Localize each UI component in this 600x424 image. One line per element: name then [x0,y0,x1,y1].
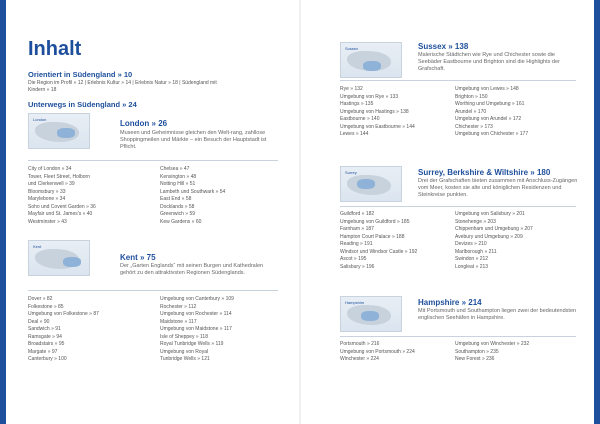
toc-entry[interactable]: Swindon » 212 [455,256,489,262]
toc-entry[interactable]: Umgebung von Winchester » 232 [455,341,530,347]
toc-entry[interactable]: Arundel » 170 [455,108,487,115]
page-title: Inhalt [28,38,82,60]
map-label: Hampshire [345,300,365,305]
toc-entry[interactable]: Mayfair und St. James's » 40 [28,211,93,217]
toc-entry[interactable]: Bloomsbury » 33 [28,188,66,195]
map-label: London [33,117,47,122]
map-label: Kent [33,244,42,249]
toc-unterwegs-heading[interactable]: Unterwegs in Südengland » 24 [28,100,137,109]
toc-entry[interactable]: Stonehenge » 203 [455,218,496,225]
map-highlight [361,311,379,321]
surrey-list-col2 [455,211,533,271]
toc-entry[interactable]: Sandwich » 91 [28,326,61,332]
toc-entry[interactable]: Tower, Fleet Street, Holborn [28,173,90,180]
toc-entry[interactable]: Umgebung von Maidstone » 117 [160,326,232,332]
region-title-surrey[interactable]: Surrey, Berkshire & Wiltshire » 180 [418,168,551,177]
toc-entry[interactable]: Umgebung von Salisbury » 201 [455,211,525,217]
region-desc-kent: Der „Garten Englands“ mit seinen Burgen und Kathedralen gehört zu den attraktivsten Regionen Südenglands. [120,263,264,276]
toc-entry[interactable]: Tunbridge Wells » 121 [160,356,210,362]
toc-entry[interactable]: Umgebung von Chichester » 177 [455,131,529,137]
london-list-col1 [28,166,96,226]
toc-entry[interactable]: Devizes » 210 [455,241,487,247]
toc-entry[interactable]: Southampton » 235 [455,348,499,355]
toc-entry[interactable]: Reading » 191 [340,241,373,247]
toc-entry[interactable]: Chichester » 173 [455,123,493,130]
toc-entry[interactable]: Umgebung von Eastbourne » 144 [340,123,415,130]
map-highlight [357,179,375,189]
toc-entry[interactable]: Broadstairs » 95 [28,341,65,347]
region-title-sussex[interactable]: Sussex » 138 [418,42,469,51]
toc-entry[interactable]: Lambeth und Southwark » 54 [160,188,226,195]
hampshire-map [340,296,402,332]
toc-entry[interactable]: Umgebung von Rochester » 114 [160,311,232,317]
toc-entry[interactable]: Umgebung von Arundel » 172 [455,116,522,122]
hampshire-list-col1 [340,341,415,364]
map-highlight [63,257,81,267]
toc-entry[interactable]: Greenwich » 59 [160,211,196,217]
toc-entry[interactable]: Kew Gardens » 60 [160,218,202,225]
toc-entry[interactable]: Windsor und Windsor Castle » 192 [340,248,418,255]
divider [340,206,576,207]
toc-entry[interactable]: New Forest » 236 [455,356,495,362]
toc-entry[interactable]: Marlborough » 211 [455,248,497,255]
toc-entry[interactable]: Farnham » 187 [340,226,374,232]
hampshire-list-col2 [455,341,529,364]
toc-entry[interactable]: Umgebung von Royal [160,348,209,355]
toc-entry[interactable]: Guildford » 182 [340,211,375,217]
toc-entry[interactable]: Notting Hill » 51 [160,181,196,187]
surrey-map [340,166,402,202]
map-label: Sussex [345,46,359,51]
divider [28,290,278,291]
toc-entry[interactable]: Rye » 132 [340,86,363,92]
divider [340,80,576,81]
map-label: Surrey [345,170,357,175]
toc-entry[interactable]: Longleat » 213 [455,263,489,270]
toc-entry[interactable]: Canterbury » 100 [28,356,67,362]
toc-entry[interactable]: Royal Tunbridge Wells » 119 [160,341,224,347]
toc-entry[interactable]: Eastbourne » 140 [340,116,380,122]
map-highlight [57,128,75,138]
toc-entry[interactable]: City of London » 34 [28,166,72,172]
region-desc-surrey: Drei der Grafschaften bieten zusammen mit Anschluss-Zugängen vom Meer, kosten sie alte und königlichen Residenzen und Steinkreise punkten. [418,178,578,198]
toc-entry[interactable]: Chelsea » 47 [160,166,190,172]
region-desc-sussex: Malerische Städtchen wie Rye und Chichester sowie die Seebäder Eastbourne und Brighton sind die Highlights der Grafschaft. [418,52,560,72]
toc-entry[interactable]: Ramsgate » 94 [28,333,62,340]
toc-entry[interactable]: Avebury und Umgebung » 209 [455,233,523,240]
kent-map [28,240,90,276]
surrey-list-col1 [340,211,417,271]
toc-entry[interactable]: Rochester » 112 [160,303,197,310]
toc-entry[interactable]: Docklands » 58 [160,203,195,210]
divider [340,336,576,337]
toc-entry[interactable]: Umgebung von Folkestone » 87 [28,311,99,317]
toc-entry[interactable]: Folkestone » 85 [28,303,64,310]
sussex-list-col2 [455,86,528,139]
right-edge-bar [594,0,600,424]
london-map [28,113,90,149]
toc-entry[interactable]: Umgebung von Portsmouth » 224 [340,348,415,355]
map-highlight [363,61,381,71]
toc-entry[interactable]: Marylebone » 34 [28,196,66,202]
toc-entry[interactable]: Hastings » 135 [340,101,374,107]
toc-entry[interactable]: Margate » 97 [28,348,58,355]
toc-entry[interactable]: Isle of Sheppey » 118 [160,333,208,340]
sussex-list-col1 [340,86,415,139]
toc-entry[interactable]: Chippenham und Umgebung » 207 [455,226,533,232]
toc-entry[interactable]: Lewes » 144 [340,131,369,137]
toc-entry[interactable]: Hampton Court Palace » 188 [340,233,405,240]
toc-entry[interactable]: Umgebung von Canterbury » 109 [160,296,234,302]
left-edge-bar [0,0,6,424]
toc-entry[interactable]: Umgebung von Guildford » 185 [340,218,410,225]
london-list-col2 [160,166,225,226]
sussex-map [340,42,402,78]
toc-entry[interactable]: Deal » 90 [28,318,50,325]
toc-entry[interactable]: East End » 58 [160,196,192,202]
toc-entry[interactable]: Umgebung von Rye » 133 [340,93,399,100]
toc-entry[interactable]: Umgebung von Lewes » 148 [455,86,519,92]
region-title-kent[interactable]: Kent » 75 [120,253,156,262]
toc-entry[interactable]: Brighton » 150 [455,93,488,100]
toc-entry[interactable]: Dover » 82 [28,296,53,302]
page-gutter [299,0,301,424]
toc-orientiert-heading[interactable]: Orientiert in Südengland » 10 [28,70,133,79]
toc-entry[interactable]: Worthing und Umgebung » 161 [455,101,525,107]
divider [28,160,278,161]
kent-list-col1 [28,296,99,364]
toc-entry[interactable]: Salisbury » 196 [340,263,375,270]
toc-entry[interactable]: Portsmouth » 216 [340,341,380,347]
toc-entry[interactable]: und Clerkenwell » 39 [28,181,75,187]
toc-entry[interactable]: Soho und Covent Garden » 36 [28,203,96,210]
toc-entry[interactable]: Westminster » 43 [28,218,67,225]
region-title-hampshire[interactable]: Hampshire » 214 [418,298,482,307]
toc-orientiert-line1: Die Region im Profil » 12 | Erlebnis Kultur » 14 | Erlebnis Natur » 18 | Südengland mit [28,80,217,86]
toc-entry[interactable]: Maidstone » 117 [160,318,197,325]
toc-entry[interactable]: Ascot » 195 [340,256,367,262]
region-desc-hampshire: Mit Portsmouth und Southampton liegen zwei der bedeutendsten englischen Seehäfen in Hampshire. [418,308,577,321]
region-desc-london: Museen und Geheimnisse gleichen den Welt-rang, zahllose Shoppingmeilen und Märkte – ein Besuch der Hauptstadt ist Pflicht. [120,130,267,150]
toc-entry[interactable]: Kensington » 48 [160,173,197,180]
toc-orientiert-line2: Kindern » 18 [28,87,57,93]
toc-entry[interactable]: Winchester » 224 [340,356,379,362]
kent-list-col2 [160,296,234,364]
toc-entry[interactable]: Umgebung von Hastings » 138 [340,108,409,115]
region-title-london[interactable]: London » 26 [120,119,168,128]
